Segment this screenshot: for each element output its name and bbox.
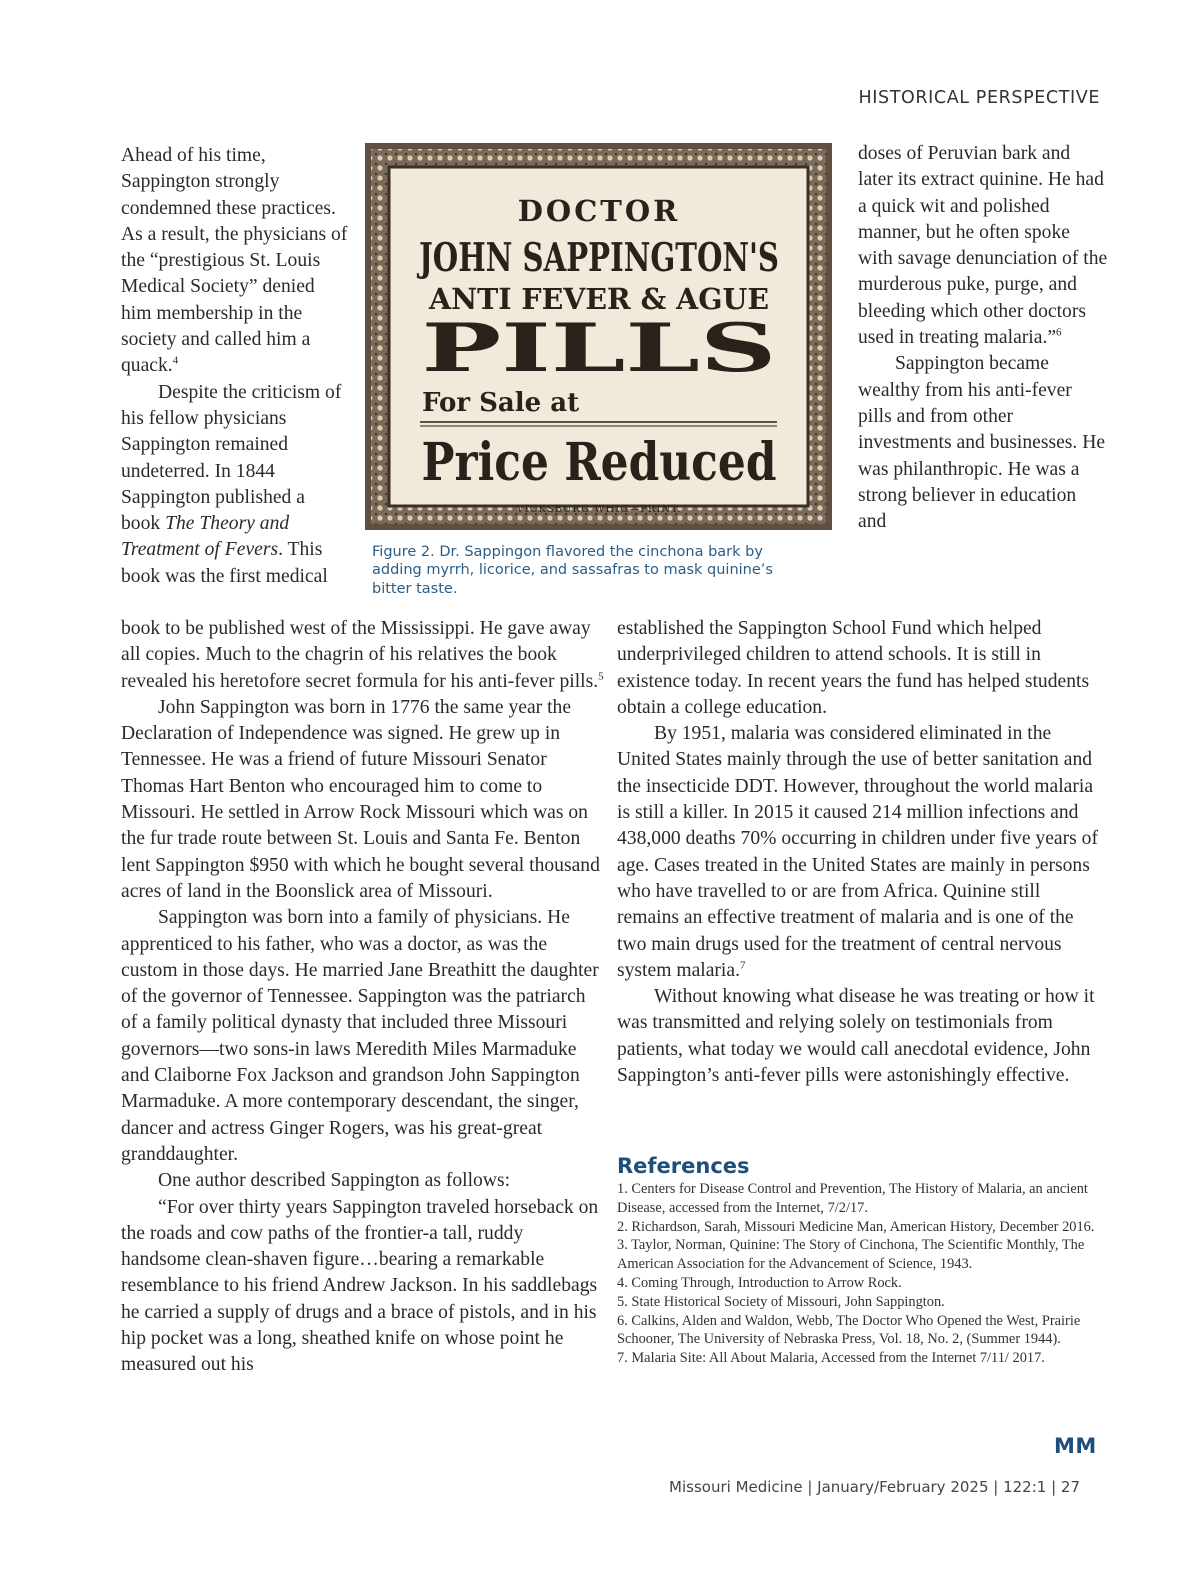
paragraph-3: John Sappington was born in 1776 the same year the Declaration of Independence was signed. He grew up in Tennessee. He was a friend of future Missouri Senator Thomas Hart Benton who encouraged him to come to Missouri. He settled in Arrow Rock Missouri which was on the fur trade route between St. Louis and Santa Fe. Benton lent Sappington $950 with which he bought several thousand acres of land in the Boonslick area of Missouri. — [121, 696, 600, 902]
reference-item: 7. Malaria Site: All About Malaria, Accessed from the Internet 7/11/ 2017. — [617, 1350, 1045, 1367]
reference-item: 4. Coming Through, Introduction to Arrow Rock. — [617, 1274, 902, 1291]
paragraph-2-continued: book to be published west of the Mississippi. He gave away all copies. Much to the chagrin of his relatives the book revealed his heretofore secret formula for his anti-fever pills.$^5$ — [121, 618, 604, 692]
references-section — [617, 1154, 1107, 1368]
paragraph-6-quote: “For over thirty years Sappington traveled horseback on the roads and cow paths of the frontier-a tall, ruddy handsome clean-shaven figure…bearing a remarkable resemblance to his friend Andrew Jackson. In his saddlebags he carried a supply of drugs and a brace of pistols, and in his hip pocket was a long, sheathed knife on whose point he measured out his — [121, 1196, 599, 1376]
reference-item: 2. Richardson, Sarah, Missouri Medicine Man, American History, December 2016. — [617, 1218, 1095, 1235]
paragraph-4: Sappington was born into a family of physicians. He apprenticed to his father, who was a doctor, as was the custom in those days. He married Jane Breathitt the daughter of the governor of Tennessee. Sappington was the patriarch of a family political dynasty that included three Missouri governors—two sons-in laws Meredith Miles Marmaduke and Claiborne Fox Jackson and grandson John Sappington Marmaduke. A more contemporary descendant, the singer, dancer and actress Ginger Rogers, was his great-great granddaughter. — [121, 907, 599, 1165]
section-header: HISTORICAL PERSPECTIVE — [858, 88, 1100, 108]
figure-poster — [365, 143, 832, 530]
article-column-right-bottom — [617, 616, 1102, 1089]
reference-item: 1. Centers for Disease Control and Prevention, The History of Malaria, an ancient Disease, accessed from the Internet, 7/2/17. — [617, 1181, 1088, 1216]
footnote-ref: 6 — [1056, 326, 1062, 339]
paragraph-8-continued: established the Sappington School Fund which helped underprivileged children to attend schools. It is still in existence today. In recent years the fund has helped students obtain a college education. — [617, 618, 1090, 718]
references-list — [617, 1180, 1107, 1368]
reference-item: 6. Calkins, Alden and Waldon, Webb, The Doctor Who Opened the West, Prairie Schooner, The University of Nebraska Press, Vol. 18, No. 2, (Summer 1944). — [617, 1312, 1081, 1348]
reference-item: 3. Taylor, Norman, Quinine: The Story of Cinchona, The Scientific Monthly, The American Association for the Advancement of Science, 1943. — [617, 1237, 1085, 1273]
paragraph-2: Despite the criticism of his fellow physicians Sappington remained undeterred. In 1844 Sappington published a book The Theory and Treatment of Fevers. This book was the first medical — [121, 381, 342, 587]
paragraph-5: One author described Sappington as follows: — [158, 1170, 511, 1192]
paragraph-8: Sappington became wealthy from his anti-fever pills and from other investments and businesses. He was philanthropic. He was a strong believer in education and — [858, 353, 1106, 533]
poster-line-pills: PILLS — [421, 309, 777, 387]
poster-line-anti-fever: ANTI FEVER & AGUE — [428, 282, 769, 316]
paragraph-1: Ahead of his time, Sappington strongly condemned these practices. As a result, the physicians of the “prestigious St. Louis Medical Society” denied him membership in the society and called him a quack.$^4$ — [121, 145, 348, 377]
reference-item: 5. State Historical Society of Missouri, John Sappington. — [617, 1293, 945, 1310]
poster-line-name: JOHN SAPPINGTON'S — [416, 235, 779, 281]
paragraph-7: doses of Peruvian bark and later its extract quinine. He had a quick wit and polished manner, but he often spoke with savage denunciation of the murderous puke, purge, and bleeding which other doctors used in treating malaria.”$^6$ — [858, 143, 1108, 349]
footnote-ref: 5 — [598, 670, 604, 683]
poster-line-price-reduced: Price Reduced — [421, 432, 777, 493]
article-column-left-bottom — [121, 616, 606, 1379]
poster-line-doctor: DOCTOR — [517, 194, 681, 228]
references-heading: References — [617, 1154, 750, 1178]
book-title: The Theory and Treatment of Fevers — [121, 513, 290, 561]
footnote-ref: 7 — [739, 959, 746, 972]
page-footer: Missouri Medicine | January/February 2025 | 122:1 | 27 — [669, 1478, 1080, 1496]
article-column-right-top — [858, 141, 1108, 535]
article-column-left-top — [121, 143, 349, 590]
figure-caption: Figure 2. Dr. Sappingon flavored the cinchona bark by adding myrrh, licorice, and sassafras to mask quinine’s bitter taste. — [372, 544, 773, 597]
poster-printer: VICKSBURG WHIG—PRINT. — [516, 504, 682, 515]
poster-line-for-sale: For Sale at — [422, 388, 580, 418]
paragraph-9: By 1951, malaria was considered eliminated in the United States mainly through the use of better sanitation and the insecticide DDT. However, throughout the world malaria is still a killer. In 2015 it caused 214 million infections and 438,000 deaths 70% occurring in children under five years of age. Cases treated in the United States are mainly in persons who have travelled to or are from Africa. Quinine still remains an effective treatment of malaria and is one of the two main drugs used for the treatment of central nervous system malaria.$^7$ — [617, 723, 1098, 981]
poster-image — [365, 143, 832, 530]
end-mark-logo: MM — [1054, 1434, 1097, 1458]
footnote-ref: 4 — [172, 354, 179, 367]
paragraph-10: Without knowing what disease he was treating or how it was transmitted and relying solely on testimonials from patients, what today we would call anecdotal evidence, John Sappington’s anti-fever pills were astonishingly effective. — [617, 986, 1095, 1087]
